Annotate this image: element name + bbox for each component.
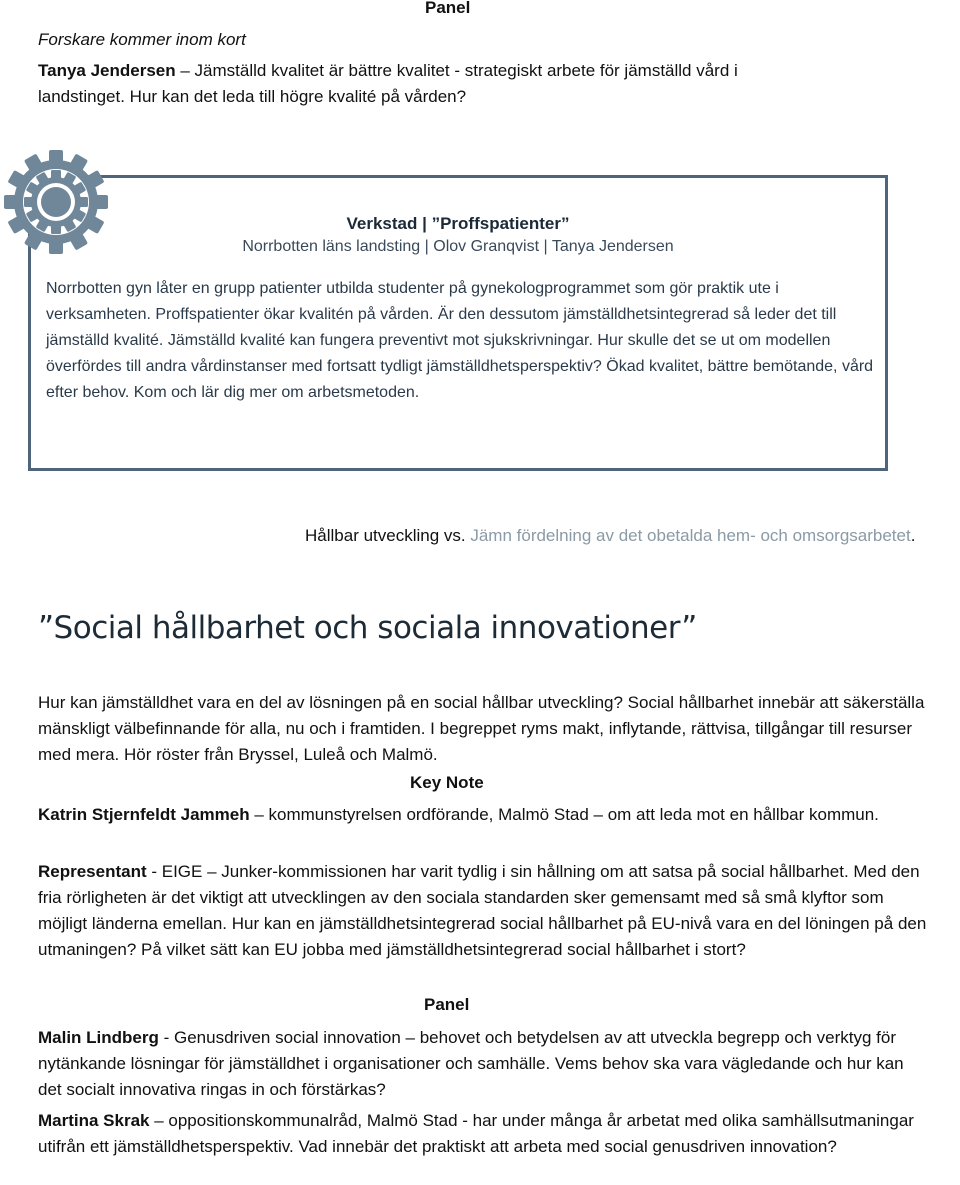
section-intro: Hur kan jämställdhet vara en del av lösningen på en social hållbar utveckling? Social hållbarhet innebär att säkerställa mänskligt välbefinnande för alla, nu och i framtiden. I begreppet ryms makt, inflytande, rättvisa, tillgångar till resurser med mera. Hör röster från Bryssel, Luleå och Malmö. <box>38 693 925 764</box>
speaker-line-2: landstinget. Hur kan det leda till högre kvalité på vården? <box>38 87 467 106</box>
panel-member-2-text: – oppositionskommunalråd, Malmö Stad - har under många år arbetat med olika samhällsutmaningar utifrån ett jämställdhetsperspektiv. Vad innebär det praktiskt att arbeta med social genusdriven innovation? <box>38 1111 914 1156</box>
sustainability-right: Jämn fördelning av det obetalda hem- och omsorgsarbetet <box>470 526 911 545</box>
representative-text: - EIGE – Junker-kommissionen har varit tydlig i sin hållning om att satsa på social hållbarhet. Med den fria rörligheten är det viktigt att utvecklingen av den sociala standarden sker gemensamt med så små klyftor som möjligt länderna emellan. Hur kan en jämställdhetsintegrerad social hållbarhet på EU-nivå vara en del löningen på den utmaningen? På vilket sätt kan EU jobba med jämställdhetsintegrerad social hållbarhet i stort? <box>38 862 927 959</box>
panel-member-1-text: - Genusdriven social innovation – behovet och betydelsen av att utveckla begrepp och verktyg för nytänkande lösningar för jämställdhet i organisationer och samhälle. Vems behov ska vara vägledande och hur kan det socialt innovativa ringas in och förstärkas? <box>38 1028 904 1099</box>
section-title: ”Social hållbarhet och sociala innovationer” <box>38 610 697 646</box>
sustainability-end: . <box>910 526 916 545</box>
speaker-name: Tanya Jendersen <box>38 61 176 80</box>
workshop-subtitle: Norrbotten läns landsting | Olov Granqvist | Tanya Jendersen <box>242 238 674 255</box>
panel-heading-bottom: Panel <box>424 995 470 1014</box>
key-note-text: – kommunstyrelsen ordförande, Malmö Stad – om att leda mot en hållbar kommun. <box>249 805 879 824</box>
representative-name: Representant <box>38 862 147 881</box>
key-note-paragraph <box>38 802 928 828</box>
key-note-heading: Key Note <box>410 773 484 792</box>
panel-member-1 <box>38 1025 928 1103</box>
workshop-body: Norrbotten gyn låter en grupp patienter utbilda studenter på gynekologprogrammet som gör praktik ute i verksamheten. Proffspatienter ökar kvalitén på vården. Är den dessutom jämställdhetsintegrerad så leder det till jämställd kvalité. Jämställd kvalité kan fungera preventivt mot sjukskrivningar. Hur skulle det se ut om modellen överfördes till andra vårdinstanser med fortsatt tydligt jämställdhetsperspektiv? Ökad kvalitet, bättre bemötande, vård efter behov. Kom och lär dig mer om arbetsmetoden. <box>46 280 874 401</box>
sustainability-line <box>305 526 915 546</box>
speaker-topic: – Jämställd kvalitet är bättre kvalitet - strategiskt arbete för jämställd vård i <box>175 61 738 80</box>
panel-member-2-name: Martina Skrak <box>38 1111 150 1130</box>
speaker-line-1 <box>38 58 930 84</box>
panel-member-2 <box>38 1108 928 1160</box>
intro-text: Forskare kommer inom kort <box>38 30 246 49</box>
representative-paragraph <box>38 859 928 963</box>
panel-member-1-name: Malin Lindberg <box>38 1028 159 1047</box>
gear-icon <box>2 148 110 256</box>
key-note-name: Katrin Stjernfeldt Jammeh <box>38 805 250 824</box>
workshop-box <box>28 175 888 471</box>
sustainability-left: Hållbar utveckling vs. <box>305 526 471 545</box>
panel-heading-top: Panel <box>425 0 471 17</box>
workshop-title: Verkstad | ”Proffspatienter” <box>346 214 570 233</box>
